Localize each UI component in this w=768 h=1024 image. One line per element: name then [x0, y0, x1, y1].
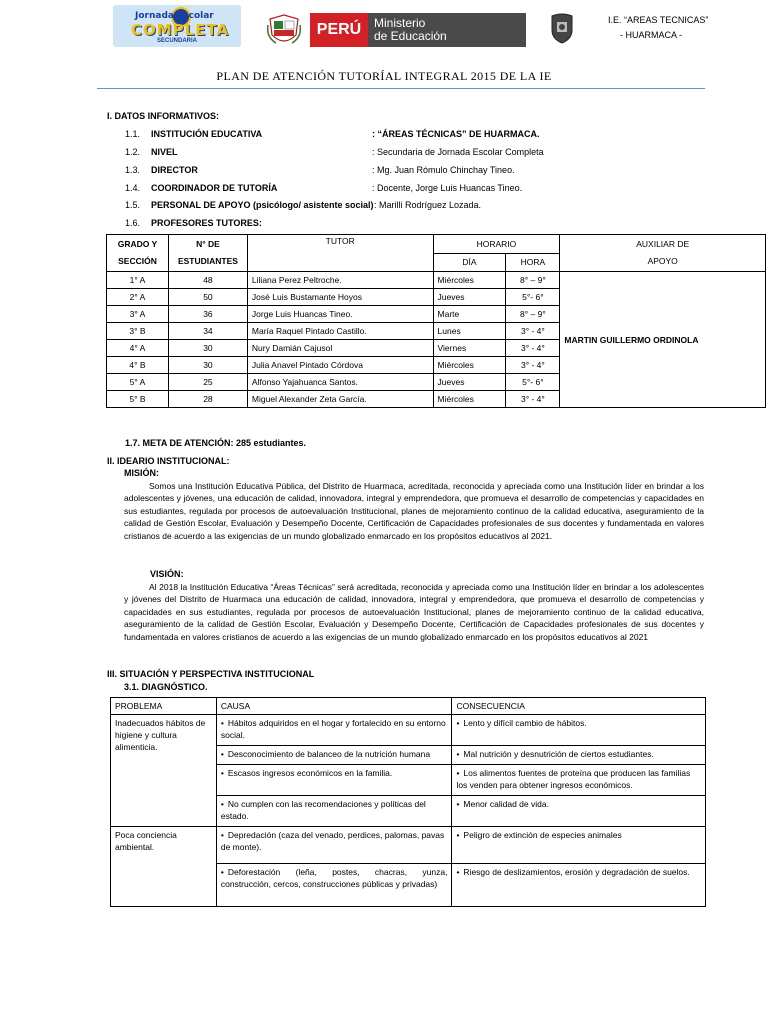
cell-tutor: María Raquel Pintado Castillo.	[247, 323, 433, 340]
header-auxiliar	[560, 235, 766, 272]
cell-num: 48	[168, 272, 247, 289]
cell-dia: Miércoles	[433, 272, 506, 289]
table-row	[107, 272, 766, 289]
cell-causa	[216, 796, 452, 827]
header-num-line2: ESTUDIANTES	[177, 256, 238, 266]
diagnosis-table	[110, 697, 706, 907]
cell-dia: Marte	[433, 306, 506, 323]
cell-causa	[216, 827, 452, 864]
cell-tutor: José Luis Bustamante Hoyos	[247, 289, 433, 306]
item-1-1-label: INSTITUCIÓN EDUCATIVA	[151, 129, 263, 139]
cell-causa	[216, 864, 452, 907]
cell-num: 34	[168, 323, 247, 340]
item-1-4-label: COORDINADOR DE TUTORÍA	[151, 183, 278, 193]
page-title: PLAN DE ATENCIÓN TUTORÍAL INTEGRAL 2015 DE LA IE	[216, 69, 552, 83]
school-shield-icon	[549, 12, 575, 44]
item-1-6-num: 1.6.	[125, 218, 141, 228]
tutors-table	[106, 234, 766, 408]
vision-text: Al 2018 la Institución Educativa “Áreas Técnicas” será acreditada, reconocida y apreciada como una Institución líder en brindar a los adolescentes y jóvenes del Distrito de Huarmaca una educación de calidad, innovadora, integral y emprendedora, que promueva el desarrollo de competencias y capacidades en sus estudiantes, regulada por procesos de autoevaluación Institucional, planes de mejoramiento continuo de la calidad educativa, aseguramiento de la calidad de Gestión Escolar, Evaluación y Desempeño Docente, Certificación de Capacidades profesionales de sus docentes y fundamentada en valores cristianos de acuerdo a las exigencias de un mundo globalizado enmarcado en los propósitos educativos al 2021	[124, 582, 704, 642]
cell-tutor: Nury Damián Cajusol	[247, 340, 433, 357]
header-num-line1: N° DE	[196, 239, 220, 249]
peru-crest-icon	[266, 13, 302, 47]
bullet-text: • Riesgo de deslizamientos, erosión y degradación de suelos.	[456, 867, 689, 877]
header-tutor: TUTOR	[247, 235, 433, 272]
cell-hora: 8° – 9°	[506, 306, 560, 323]
cell-num: 30	[168, 357, 247, 374]
table-row	[111, 715, 706, 746]
cell-hora: 5°- 6°	[506, 374, 560, 391]
item-1-1-num: 1.1.	[125, 129, 141, 139]
cell-num: 25	[168, 374, 247, 391]
cell-grado: 1° A	[107, 272, 169, 289]
jec-logo	[113, 5, 241, 47]
header-aux-line2: APOYO	[647, 256, 678, 266]
cell-tutor: Julia Anavel Pintado Córdova	[247, 357, 433, 374]
cell-num: 30	[168, 340, 247, 357]
logo-line3: SECUNDARIA	[157, 38, 198, 44]
ie-location: - HUARMACA -	[620, 30, 683, 40]
peru-brand: PERÚ	[310, 13, 368, 47]
cell-causa	[216, 746, 452, 765]
cell-causa	[216, 715, 452, 746]
header-causa: CAUSA	[216, 698, 452, 715]
meta-atencion: 1.7. META DE ATENCIÓN: 285 estudiantes.	[125, 438, 307, 448]
cell-hora: 3° - 4°	[506, 323, 560, 340]
cell-consecuencia	[452, 864, 706, 907]
header-consecuencia: CONSECUENCIA	[452, 698, 706, 715]
mision-label: MISIÓN:	[124, 468, 159, 478]
item-1-2-value: : Secundaria de Jornada Escolar Completa	[372, 147, 544, 157]
bullet-text: • Escasos ingresos económicos en la familia.	[221, 768, 392, 778]
cell-grado: 3° A	[107, 306, 169, 323]
cell-problema: Inadecuados hábitos de higiene y cultura alimenticia.	[111, 715, 217, 827]
item-1-6-label: PROFESORES TUTORES:	[151, 218, 262, 228]
cell-hora: 8° – 9°	[506, 272, 560, 289]
section-1-heading: I. DATOS INFORMATIVOS:	[107, 111, 219, 121]
item-1-3-value: : Mg. Juan Rómulo Chinchay Tineo.	[372, 165, 515, 175]
cell-dia: Viernes	[433, 340, 506, 357]
header-dia: DÍA	[433, 253, 506, 272]
header-grado-line1: GRADO Y	[117, 239, 158, 249]
bullet-text: • Peligro de extinción de especies animales	[456, 830, 621, 840]
logo-line2: COMPLETA	[131, 21, 230, 39]
cell-dia: Jueves	[433, 374, 506, 391]
cell-grado: 4° B	[107, 357, 169, 374]
cell-tutor: Miguel Alexander Zeta García.	[247, 391, 433, 408]
header-problema: PROBLEMA	[111, 698, 217, 715]
cell-tutor: Liliana Perez Peltroche.	[247, 272, 433, 289]
cell-grado: 5° A	[107, 374, 169, 391]
mision-text: Somos una Institución Educativa Pública, del Distrito de Huarmaca, acreditada, reconocida y apreciada como una Institución líder en brindar a los adolescentes y jóvenes, una educación de calidad, innovadora, integral y emprendedora, que promueva el desarrollo de competencias y capacidades en sus estudiantes, regulada por procesos de autoevaluación Institucional, planes de mejoramiento continuo de la calidad educativa, aseguramiento de la calidad de Gestión Escolar, Evaluación y Desempeño Docente, Certificación de Capacidades profesionales de sus docentes y fundamentada en valores cristianos de acuerdo a las exigencias de un mundo globalizado enmarcado en los propósitos educativos al 2021.	[124, 481, 704, 541]
ie-name: I.E. “AREAS TECNICAS”	[608, 15, 709, 25]
table-row	[111, 827, 706, 864]
cell-grado: 2° A	[107, 289, 169, 306]
cell-tutor: Alfonso Yajahuanca Santos.	[247, 374, 433, 391]
cell-causa	[216, 765, 452, 796]
cell-problema: Poca conciencia ambiental.	[111, 827, 217, 907]
ministry-line2: de Educación	[374, 29, 447, 43]
ministry-brand	[368, 13, 526, 47]
cell-hora: 3° - 4°	[506, 391, 560, 408]
header-horario: HORARIO	[433, 235, 560, 254]
item-1-2-num: 1.2.	[125, 147, 141, 157]
cell-grado: 4° A	[107, 340, 169, 357]
bullet-text: • Mal nutrición y desnutrición de ciertos estudiantes.	[456, 749, 653, 759]
bullet-text: • Los alimentos fuentes de proteína que producen las familias los venden para obtener ingresos económicos.	[456, 768, 690, 790]
cell-consecuencia	[452, 827, 706, 864]
item-1-5-label: PERSONAL DE APOYO (psicólogo/ asistente social)	[151, 200, 374, 210]
item-1-2-label: NIVEL	[151, 147, 178, 157]
item-1-4-value: : Docente, Jorge Luis Huancas Tineo.	[372, 183, 523, 193]
item-1-5-value: : Marilli Rodríguez Lozada.	[374, 200, 482, 210]
cell-hora: 3° - 4°	[506, 340, 560, 357]
item-1-1-value: : “ÁREAS TÉCNICAS” DE HUARMACA.	[372, 129, 540, 139]
section-2-heading: II. IDEARIO INSTITUCIONAL:	[107, 456, 230, 466]
bullet-text: • Depredación (caza del venado, perdices, palomas, pavas de monte).	[221, 830, 444, 852]
cell-consecuencia	[452, 746, 706, 765]
cell-num: 50	[168, 289, 247, 306]
item-1-3-num: 1.3.	[125, 165, 141, 175]
title-divider	[97, 88, 705, 89]
cell-consecuencia	[452, 765, 706, 796]
cell-auxiliar: MARTIN GUILLERMO ORDINOLA	[560, 272, 766, 408]
item-1-3-label: DIRECTOR	[151, 165, 198, 175]
cell-consecuencia	[452, 796, 706, 827]
bullet-text: • No cumplen con las recomendaciones y políticas del estado.	[221, 799, 426, 821]
cell-grado: 5° B	[107, 391, 169, 408]
cell-hora: 3° - 4°	[506, 357, 560, 374]
header-hora: HORA	[506, 253, 560, 272]
cell-tutor: Jorge Luis Huancas Tineo.	[247, 306, 433, 323]
section-3-heading: III. SITUACIÓN Y PERSPECTIVA INSTITUCIONAL	[107, 669, 315, 679]
cell-hora: 5°- 6°	[506, 289, 560, 306]
cell-num: 28	[168, 391, 247, 408]
logo-line1: Jornada Escolar	[135, 11, 214, 21]
vision-label: VISIÓN:	[150, 569, 184, 579]
bullet-text: • Lento y difícil cambio de hábitos.	[456, 718, 586, 728]
cell-consecuencia	[452, 715, 706, 746]
header-grado-line2: SECCIÓN	[118, 256, 157, 266]
bullet-text: • Menor calidad de vida.	[456, 799, 549, 809]
cell-dia: Jueves	[433, 289, 506, 306]
header-num	[168, 235, 247, 272]
bullet-text: • Deforestación (leña, postes, chacras, yunza, construcción, cercos, construcciones públicas y privadas)	[221, 867, 448, 889]
bullet-text: • Hábitos adquiridos en el hogar y fortalecido en su entorno social.	[221, 718, 446, 740]
cell-grado: 3° B	[107, 323, 169, 340]
bullet-text: • Desconocimiento de balanceo de la nutrición humana	[221, 749, 430, 759]
item-1-5-num: 1.5.	[125, 200, 141, 210]
diagnostico-heading: 3.1. DIAGNÓSTICO.	[124, 682, 208, 692]
cell-dia: Miércoles	[433, 391, 506, 408]
item-1-4-num: 1.4.	[125, 183, 141, 193]
header-aux-line1: AUXILIAR DE	[636, 239, 690, 249]
cell-num: 36	[168, 306, 247, 323]
cell-dia: Miércoles	[433, 357, 506, 374]
header-grado	[107, 235, 169, 272]
ministry-line1: Ministerio	[374, 16, 426, 30]
cell-dia: Lunes	[433, 323, 506, 340]
